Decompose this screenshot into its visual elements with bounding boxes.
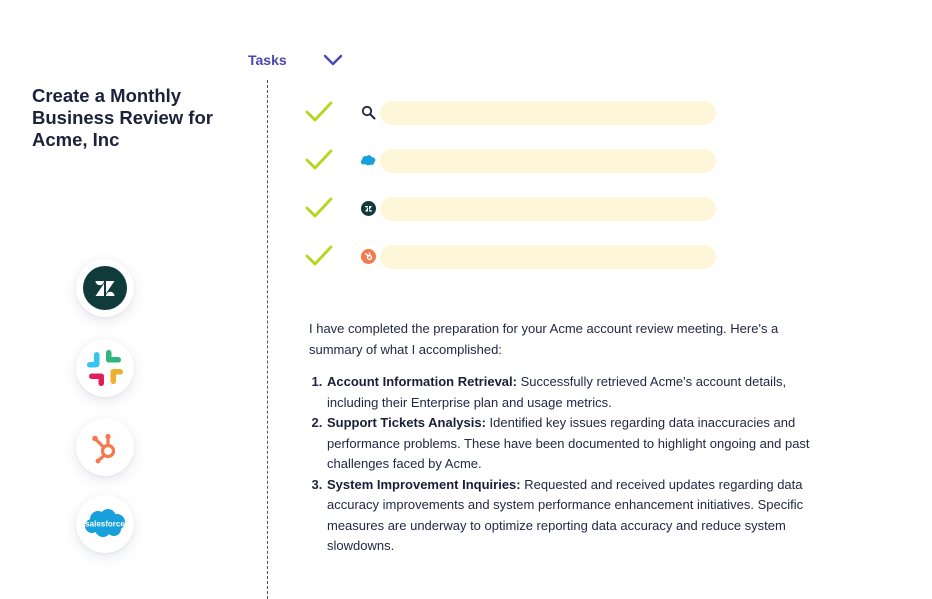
list-item [326,413,829,475]
task-placeholder-bar [380,149,716,173]
checkmark-icon [304,244,334,268]
summary-intro: I have completed the preparation for your Acme account review meeting. Here's a summary of what I accomplished: [309,321,779,357]
slack-icon [86,349,124,387]
list-item [326,372,829,413]
salesforce-icon [360,154,376,167]
checkmark-icon [304,196,334,220]
list-item-text: Requested and received updates regarding data accuracy improvements and system performance enhancement initiatives. Specific measures are underway to optimize reporting data accuracy and reduce system slowdowns. [327,476,804,553]
list-item-heading: Account Information Retrieval: [327,374,517,389]
salesforce-icon [82,507,128,541]
hubspot-icon [361,249,376,264]
summary-message [309,319,829,557]
task-placeholder-bar [380,197,716,221]
list-item-text: Successfully retrieved Acme's account details, including their Enterprise plan and usage metrics. [327,374,787,410]
app-badge-hubspot[interactable] [76,418,134,476]
salesforce-logo-text: salesforce [85,519,125,529]
tasks-header[interactable] [248,52,343,68]
task-placeholder-bar [380,101,716,125]
checkmark-icon [304,100,334,124]
tasks-label: Tasks [248,52,287,68]
hubspot-icon [87,429,123,465]
app-badge-slack[interactable] [76,339,134,397]
chevron-down-icon[interactable] [323,54,343,67]
task-placeholder-bar [380,245,716,269]
summary-list [309,372,829,557]
app-badge-zendesk[interactable] [76,259,134,317]
timeline-line [267,80,268,599]
list-item-heading: System Improvement Inquiries: [327,476,521,492]
zendesk-icon [83,266,127,310]
zendesk-icon [361,201,376,216]
list-item-text: Identified key issues regarding data inaccuracies and performance problems. These have been documented to highlight ongoing and past challenges faced by Acme. [327,415,810,471]
list-item-heading: Support Tickets Analysis: [327,415,486,430]
app-badge-salesforce[interactable] [76,495,134,553]
page-title: Create a Monthly Business Review for Acme, Inc [32,85,213,150]
search-icon [361,105,376,120]
checkmark-icon [304,148,334,172]
list-item [326,475,829,557]
